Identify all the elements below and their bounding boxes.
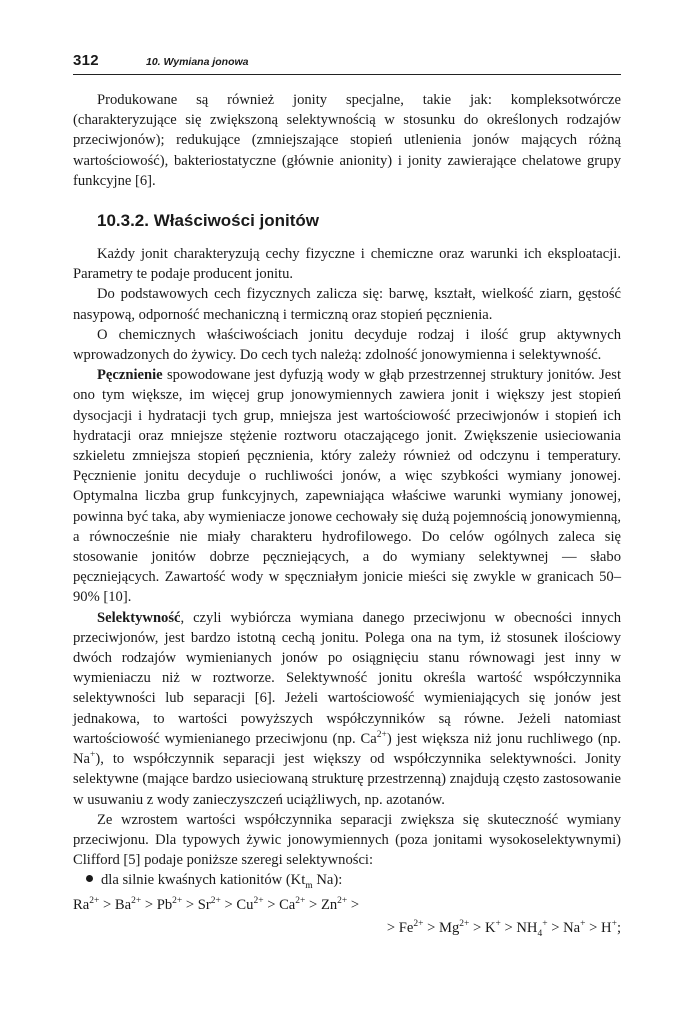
bullet-subscript: m — [305, 881, 313, 892]
ion-na — [563, 920, 585, 936]
greater-than-sign: > — [423, 919, 440, 936]
bullet-item — [73, 870, 621, 890]
greater-than-sign: > — [220, 896, 237, 913]
greater-than-sign: > — [469, 919, 485, 936]
paragraph-2: Do podstawowych cech fizycznych zalicza się: barwę, kształt, wielkość ziarn, gęstość nasypową, odporność mechaniczną i termiczną oraz stopień pęcznienia. — [73, 286, 621, 323]
paragraph-swelling-text: spowodowane jest dyfuzją wody w głąb przestrzennej struktury jonitów. Jest ono tym większe, im więcej grup jonowymiennych zawiera jonit i większy jest stopień dysocjacji i hydratacji tych grup, mniejsza jest wartościowość przeciwjonów i stopień ich hydratacji oraz mniejsze stężenie roztworu otaczającego jonit. Zwiększenie usieciowania szkieletu zmniejsza stopień pęcznienia, który zależy również od odczynu i temperatury. Pęcznienie jonitu decyduje o ruchliwości jonów, a więc szybkości wymiany jonowej. Optymalna liczba grup funkcyjnych, zapewniająca właściwe warunki wymiany jonowej, powinna być taka, aby wymieniacze jonowe cechowały się dużą pojemnością jonowymienną, a równocześnie nie miały charakteru hydrofilowego. Do celów ogólnych zaleca się stosowanie jonitów dobrze pęczniejących, a do wymiany selektywnej — słabo pęczniejących. Zawartość wody w spęczniałym jonicie mieści się zwykle w granicach 50–90% [10]. — [73, 367, 621, 606]
selectivity-series-line-2 — [73, 918, 621, 938]
ion-symbol: Zn — [320, 896, 338, 913]
greater-than-sign: > — [99, 896, 115, 913]
page-number: 312 — [73, 52, 99, 69]
paragraph-selectivity-text-c: ), to współczynnik separacji jest większy od współczynnika selektywności. Jonity selektywne (mające bardzo usieciowaną strukturę przestrzenną) znajdują często zastosowanie w usuwaniu z wody zanieczyszczeń uciążliwych, np. azotanów. — [73, 751, 621, 808]
paragraph-3: O chemicznych właściwościach jonitu decyduje rodzaj i ilość grup aktywnych wprowadzonych do żywicy. Do cech tych należą: zdolność jonowymienna i selektywność. — [73, 326, 621, 364]
ion-subscript: 4 — [537, 928, 543, 939]
ion-charge: 2+ — [89, 895, 100, 906]
charge-ca: 2+ — [376, 730, 387, 741]
ion-symbol: H — [601, 919, 612, 936]
ion-sr — [198, 897, 221, 913]
ion-cu — [236, 897, 263, 913]
paragraph-separation: Ze wzrostem wartości współczynnika separacji zwiększa się skuteczność wymiany przeciwjonu. Dla typowych żywic jonowymiennych (poza jonitami wysokoselektywnymi) Clifford [5] podaje poniższe szeregi selektywności: — [73, 811, 621, 869]
paragraph-selectivity — [73, 608, 621, 810]
greater-than-sign: > — [547, 919, 564, 936]
ion-charge: + — [542, 918, 548, 929]
selectivity-series-line-1 — [73, 895, 621, 915]
ion-fe — [399, 920, 424, 936]
greater-than-sign: > — [263, 896, 280, 913]
paragraph-1: Każdy jonit charakteryzują cechy fizyczne i chemiczne oraz warunki ich eksploatacji. Parametry te podaje producent jonitu. — [73, 246, 621, 283]
ion-ra — [73, 897, 99, 913]
term-swelling: Pęcznienie — [97, 367, 163, 384]
greater-than-sign: > — [585, 919, 602, 936]
ion-charge: 2+ — [295, 895, 306, 906]
bullet-text-a: dla silnie kwaśnych kationitów (Kt — [101, 872, 306, 889]
bullet-dot-icon — [86, 875, 93, 882]
bullet-text-b: Na): — [312, 872, 343, 889]
ion-symbol: Ca — [279, 896, 296, 913]
greater-than-sign: > — [347, 896, 360, 913]
ion-symbol: Na — [563, 919, 581, 936]
running-head: 10. Wymiana jonowa — [146, 56, 249, 68]
greater-than-sign: > — [305, 896, 321, 913]
ion-charge: 2+ — [459, 918, 470, 929]
ion-zn — [321, 897, 347, 913]
ion-ba — [115, 897, 141, 913]
body-text — [73, 90, 621, 938]
charge-na: + — [90, 750, 96, 761]
ion-charge: 2+ — [337, 895, 348, 906]
ion-symbol: Cu — [236, 896, 254, 913]
ion-charge: 2+ — [413, 918, 424, 929]
greater-than-sign: > — [500, 919, 517, 936]
ion-symbol: NH — [516, 919, 538, 936]
ion-charge: 2+ — [253, 895, 264, 906]
ion-symbol: Ba — [114, 896, 132, 913]
section-title: 10.3.2. Właściwości jonitów — [97, 211, 320, 231]
ion-ca — [279, 897, 305, 913]
ion-symbol: Sr — [197, 896, 211, 913]
ion-k — [485, 920, 501, 936]
ion-charge: 2+ — [172, 895, 183, 906]
ion-symbol: K — [484, 919, 496, 936]
ion-charge: + — [495, 918, 501, 929]
paragraph-swelling — [73, 365, 621, 607]
greater-than-sign: > — [141, 896, 157, 913]
ion-charge: + — [580, 918, 586, 929]
paragraph-selectivity-text-b: ) jest większa niż jonu ruchliwego (np. Na — [73, 730, 621, 768]
page-header — [73, 52, 621, 75]
ion-charge: 2+ — [131, 895, 142, 906]
ion-symbol: Mg — [439, 919, 460, 936]
term-selectivity: Selektywność — [97, 609, 181, 626]
ion-h — [601, 920, 617, 936]
ion-symbol: Pb — [156, 896, 173, 913]
ion-symbol: Fe — [398, 919, 414, 936]
greater-than-sign: > — [386, 919, 399, 936]
ion-pb — [157, 897, 183, 913]
series-end-mark: ; — [616, 919, 621, 936]
intro-paragraph: Produkowane są również jonity specjalne, takie jak: kompleksotwórcze (charakteryzujące się zwiększoną selektywnością w stosunku do określonych rodzajów przeciwjonów); redukujące (zmniejszające stopień utlenienia jonów mających różną wartościowość), bakteriostatyczne (głównie anionity) i jonity zawierające chelatowe grupy funkcyjne [6]. — [73, 92, 621, 189]
ion-charge: + — [611, 918, 617, 929]
ion-mg — [439, 920, 469, 936]
greater-than-sign: > — [182, 896, 198, 913]
ion-symbol: Ra — [73, 896, 90, 913]
ion-nh — [516, 918, 548, 939]
paragraph-selectivity-text-a: , czyli wybiórcza wymiana danego przeciwjonu w obecności innych przeciwjonów, jest bardzo istotną cechą jonitu. Polega ona na tym, iż stosunek ilościowy dwóch rodzajów wymienianych jonów po osiągnięciu stanu równowagi jest inny w wymieniaczu niż w roztworze. Selektywność jonitu określa wartość współczynnika selektywności lub separacji [6]. Jeżeli wartościowość wymieniających się jonów jest jednakowa, to wartości powyższych współczynników są równe. Jeżeli natomiast wartościowość wymienianego przeciwjonu (np. Ca — [73, 609, 621, 747]
ion-charge: 2+ — [210, 895, 221, 906]
